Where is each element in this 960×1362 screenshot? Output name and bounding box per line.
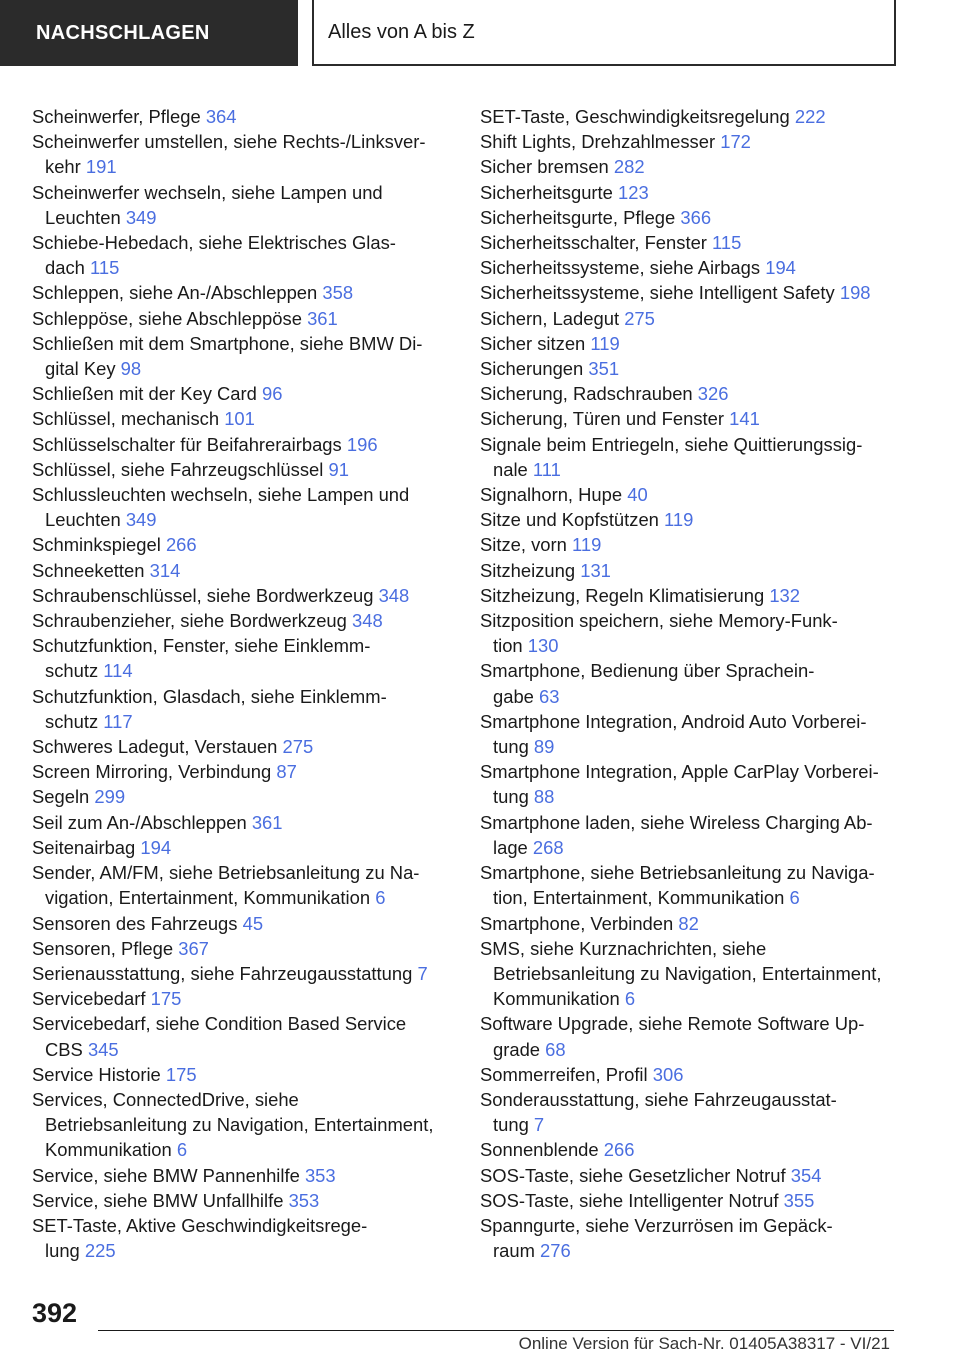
index-entry-text: SOS-Taste, siehe Gesetzlicher Notruf [480, 1164, 786, 1186]
index-entry [480, 280, 920, 305]
index-entry-text: Schließen mit dem Smartphone, siehe BMW Di- [32, 332, 423, 354]
index-entry [480, 1087, 920, 1137]
index-entry-text: schutz [45, 660, 99, 682]
page-link[interactable]: 123 [618, 181, 649, 203]
footer-version-text: Online Version für Sach-Nr. 01405A38317 - VI/21 [518, 1334, 890, 1353]
page-link[interactable]: 194 [140, 836, 172, 858]
index-entry-text: Schutzfunktion, Glasdach, siehe Einklemm- [32, 685, 387, 707]
index-entry [480, 860, 920, 910]
page-link[interactable]: 358 [322, 282, 354, 304]
index-entry-text: Schraubenzieher, siehe Bordwerkzeug [32, 610, 347, 632]
index-entry-text: Servicebedarf [32, 988, 146, 1010]
page-link[interactable]: 117 [103, 710, 133, 732]
index-entry-text: Sicher bremsen [480, 156, 609, 178]
index-entry [480, 432, 920, 482]
index-entry [480, 1062, 920, 1087]
page-link[interactable]: 353 [288, 1189, 320, 1211]
index-entry-text: Scheinwerfer, Pflege [32, 106, 201, 127]
index-entry [480, 1137, 920, 1162]
page-link[interactable]: 82 [678, 912, 699, 934]
index-entry-text: Seil zum An-/Abschleppen [32, 811, 247, 833]
page-link[interactable]: 7 [417, 962, 428, 984]
index-entry-text: Scheinwerfer umstellen, siehe Rechts-/Linksver- [32, 131, 426, 153]
page-link[interactable]: 141 [729, 408, 760, 430]
index-entry-text: Sender, AM/FM, siehe Betriebsanleitung zu Na- [32, 862, 420, 884]
page-link[interactable]: 6 [624, 988, 636, 1010]
index-entry-text: Service, siehe BMW Unfallhilfe [32, 1189, 284, 1211]
index-entry [480, 482, 920, 507]
index-entry [480, 608, 920, 658]
page-link[interactable]: 114 [103, 660, 133, 682]
index-entry-text: Smartphone, Bedienung über Sprachein- [480, 660, 815, 682]
index-entry [480, 709, 920, 759]
index-entry-text: Leuchten [45, 206, 121, 228]
page-link[interactable]: 175 [165, 1063, 197, 1085]
index-column-left [32, 104, 460, 1263]
index-entry-text: lung [45, 1240, 80, 1262]
index-entry [32, 911, 460, 936]
index-entry-text: Schneeketten [32, 559, 145, 581]
index-entry [480, 558, 920, 583]
index-entry-text: Schlüsselschalter für Beifahrerairbags [32, 433, 342, 455]
footer-version [519, 1334, 890, 1354]
index-entry [32, 961, 460, 986]
index-entry-text: Services, ConnectedDrive, siehe [32, 1088, 299, 1110]
page-link[interactable]: 7 [533, 1114, 545, 1136]
page-link[interactable]: 6 [789, 887, 800, 909]
index-entry-text: Service Historie [32, 1063, 161, 1085]
index-entry-text: tung [493, 786, 529, 808]
index-entry-text: Sicherheitssysteme, siehe Intelligent Safety [480, 282, 835, 304]
chapter-title: Alles von A bis Z [312, 0, 896, 66]
index-entry-text: Sitzposition speichern, siehe Memory-Funk- [480, 610, 838, 632]
index-entry-text: dach [45, 257, 85, 279]
footer-divider [98, 1330, 894, 1331]
index-entry [32, 129, 460, 179]
index-entry-text: Seitenairbag [32, 836, 136, 858]
index-entry-text: SET-Taste, Aktive Geschwindigkeitsrege- [32, 1214, 368, 1236]
index-entry [480, 331, 920, 356]
index-entry-text: Kommunikation [45, 1139, 172, 1161]
index-entry [32, 381, 460, 406]
index-entry-text: tung [493, 736, 529, 758]
page-link[interactable]: 361 [251, 811, 283, 833]
index-entry-text: Sonnenblende [480, 1139, 599, 1161]
page-link[interactable]: 275 [282, 736, 314, 758]
index-entry-text: SET-Taste, Geschwindigkeitsregelung [480, 106, 790, 127]
index-entry [32, 835, 460, 860]
index-entry [480, 381, 920, 406]
index-entry-text: Sensoren, Pflege [32, 937, 174, 959]
index-entry-text: Leuchten [45, 509, 121, 531]
index-entry-text: gabe [493, 685, 534, 707]
index-entry [32, 482, 460, 532]
index-entry [32, 230, 460, 280]
page-link[interactable]: 366 [680, 206, 712, 228]
index-entry-text: lage [493, 836, 528, 858]
index-entry [32, 583, 460, 608]
index-entry [480, 1213, 920, 1263]
index-entry-text: Sitzheizung [480, 559, 576, 581]
page-link[interactable]: 40 [627, 484, 648, 506]
index-entry-text: Sicherheitsgurte [480, 181, 613, 203]
index-entry [32, 1163, 460, 1188]
index-entry-text: Schlüssel, mechanisch [32, 408, 220, 430]
index-entry-text: CBS [45, 1038, 83, 1060]
index-entry [32, 860, 460, 910]
page-link[interactable]: 6 [176, 1139, 188, 1161]
index-entry [32, 1062, 460, 1087]
index-entry-text: Shift Lights, Drehzahlmesser [480, 131, 716, 153]
index-entry-text: Betriebsanleitung zu Navigation, Entertainment, [493, 962, 882, 984]
page-link[interactable]: 191 [85, 156, 117, 178]
index-entry-text: Schlussleuchten wechseln, siehe Lampen und [32, 484, 410, 506]
index-entry [32, 734, 460, 759]
index-entry-text: Sicherungen [480, 358, 584, 380]
page-link[interactable]: 345 [87, 1038, 119, 1060]
index-entry-text: Schutzfunktion, Fenster, siehe Einklemm- [32, 635, 371, 657]
index-entry-text: Sicherheitssysteme, siehe Airbags [480, 257, 761, 279]
index-entry-text: Sonderausstattung, siehe Fahrzeugausstat- [480, 1088, 837, 1110]
index-entry [32, 759, 460, 784]
page-link[interactable]: 225 [84, 1240, 116, 1262]
index-entry [480, 406, 920, 431]
index-entry [32, 558, 460, 583]
page-link[interactable]: 68 [545, 1038, 566, 1060]
index-entry-text: Servicebedarf, siehe Condition Based Service [32, 1013, 407, 1035]
page-link[interactable]: 96 [262, 383, 283, 405]
index-entry [480, 759, 920, 809]
page-link[interactable]: 88 [533, 786, 555, 808]
index-entry [32, 432, 460, 457]
index-entry-text: Sommerreifen, Profil [480, 1063, 648, 1085]
index-entry-text: Sitze, vorn [480, 534, 567, 556]
index-entry-text: Spanngurte, siehe Verzurrösen im Gepäck- [480, 1214, 833, 1236]
index-entry-text: Screen Mirroring, Verbindung [32, 761, 272, 783]
page-link[interactable]: 119 [590, 332, 620, 354]
page-link[interactable]: 276 [540, 1240, 571, 1262]
index-column-right [480, 104, 920, 1263]
index-entry-text: Schraubenschlüssel, siehe Bordwerkzeug [32, 584, 374, 606]
index-entry [32, 986, 460, 1011]
index-entry [480, 129, 920, 154]
page-link[interactable]: 364 [205, 106, 237, 127]
index-entry [480, 180, 920, 205]
index-entry-text: gital Key [45, 358, 116, 380]
page-link[interactable]: 115 [712, 232, 742, 254]
index-entry-text: Sicherheitsschalter, Fenster [480, 232, 707, 254]
index-entry-text: Schminkspiegel [32, 534, 161, 556]
page-link[interactable]: 172 [720, 131, 751, 153]
index-entry-text: Smartphone laden, siehe Wireless Charging Ab- [480, 811, 873, 833]
page-link[interactable]: 119 [572, 534, 602, 556]
page-link[interactable]: 355 [783, 1189, 815, 1211]
index-entry [480, 1188, 920, 1213]
index-entry-text: tion [493, 635, 523, 657]
index-entry [32, 1188, 460, 1213]
index-entry-text: Kommunikation [493, 988, 620, 1010]
page-link[interactable]: 349 [125, 509, 157, 531]
index-entry-text: schutz [45, 710, 99, 732]
page-link[interactable]: 196 [346, 433, 378, 455]
page-link[interactable]: 275 [624, 307, 655, 329]
page-link[interactable]: 266 [165, 534, 197, 556]
index-entry [32, 180, 460, 230]
index-entry [32, 306, 460, 331]
index-entry [32, 280, 460, 305]
index-entry [480, 104, 920, 129]
index-entry [480, 255, 920, 280]
index-entry-text: Schließen mit der Key Card [32, 383, 257, 405]
index-entry [480, 532, 920, 557]
index-entry-text: Sichern, Ladegut [480, 307, 620, 329]
index-entry-text: Smartphone Integration, Apple CarPlay Vorberei- [480, 761, 879, 783]
page-link[interactable]: 175 [150, 988, 182, 1010]
index-entry-text: Smartphone Integration, Android Auto Vorberei- [480, 710, 867, 732]
index-entry [480, 936, 920, 1012]
page-number: 392 [32, 1298, 78, 1328]
page-link[interactable]: 45 [242, 912, 264, 934]
index-entry-text: Software Upgrade, siehe Remote Software Up- [480, 1013, 865, 1035]
index-entry-text: Schleppöse, siehe Abschleppöse [32, 307, 302, 329]
page-header [0, 0, 960, 66]
index-entry [480, 306, 920, 331]
index-entry-text: Sensoren des Fahrzeugs [32, 912, 238, 934]
index-entry-text: Segeln [32, 786, 90, 808]
index-entry [480, 810, 920, 860]
page-link[interactable]: 194 [765, 257, 796, 279]
index-entry-text: tung [493, 1114, 529, 1136]
page-link[interactable]: 348 [378, 584, 410, 606]
index-entry [480, 154, 920, 179]
page-link[interactable]: 115 [90, 257, 120, 279]
page-link[interactable]: 349 [125, 206, 157, 228]
index-entry [480, 205, 920, 230]
index-entry [480, 230, 920, 255]
index-entry [32, 608, 460, 633]
index-entry [32, 784, 460, 809]
page-link[interactable]: 354 [790, 1164, 822, 1186]
page-link[interactable]: 6 [375, 887, 386, 909]
index-entry [32, 406, 460, 431]
page-link[interactable]: 306 [652, 1063, 684, 1085]
page-link[interactable]: 87 [276, 761, 297, 783]
index-entry-text: Smartphone, siehe Betriebsanleitung zu Naviga- [480, 862, 875, 884]
page-link[interactable]: 282 [613, 156, 645, 178]
index-entry [480, 1163, 920, 1188]
index-entry [32, 1011, 460, 1061]
page-link[interactable]: 367 [178, 937, 209, 959]
index-entry [480, 1011, 920, 1061]
page-link[interactable]: 348 [352, 610, 383, 632]
index-entry-text: SOS-Taste, siehe Intelligenter Notruf [480, 1189, 779, 1211]
index-entry [32, 633, 460, 683]
page-link[interactable]: 353 [304, 1164, 336, 1186]
index-entry-text: kehr [45, 156, 81, 178]
index-entry-text: raum [493, 1240, 535, 1262]
page-link[interactable]: 101 [224, 408, 255, 430]
page-link[interactable]: 361 [307, 307, 338, 329]
index-entry [32, 1087, 460, 1163]
index-entry-text: SMS, siehe Kurznachrichten, siehe [480, 937, 767, 959]
page-link[interactable]: 63 [539, 685, 560, 707]
page-link[interactable]: 198 [839, 282, 871, 304]
index-entry [480, 507, 920, 532]
index-entry-text: Sitzheizung, Regeln Klimatisierung [480, 584, 765, 606]
index-entry-text: tion, Entertainment, Kommunikation [493, 887, 785, 909]
index-entry [32, 457, 460, 482]
page-link[interactable]: 89 [533, 736, 555, 758]
index-entry [32, 936, 460, 961]
section-tab[interactable]: NACHSCHLAGEN [0, 0, 298, 66]
index-entry [32, 104, 460, 129]
index-entry-text: Schlüssel, siehe Fahrzeugschlüssel [32, 458, 324, 480]
page-link[interactable]: 268 [532, 836, 564, 858]
index-entry-text: Schweres Ladegut, Verstauen [32, 736, 278, 758]
page-link[interactable]: 351 [588, 358, 620, 380]
page-link[interactable]: 326 [697, 383, 729, 405]
index-entry [480, 658, 920, 708]
index-entry-text: Service, siehe BMW Pannenhilfe [32, 1164, 300, 1186]
index-entry-text: Smartphone, Verbinden [480, 912, 674, 934]
index-entry-text: Sicher sitzen [480, 332, 586, 354]
index-entry [480, 356, 920, 381]
index-entry-text: Signalhorn, Hupe [480, 484, 623, 506]
index-entry [32, 331, 460, 381]
index-entry [32, 1213, 460, 1263]
index-entry [32, 810, 460, 835]
page-link[interactable]: 91 [328, 458, 349, 480]
index-entry-text: Sicherung, Türen und Fenster [480, 408, 724, 430]
index-entry-text: Sicherheitsgurte, Pflege [480, 206, 676, 228]
page-link[interactable]: 98 [120, 358, 142, 380]
page-link[interactable]: 131 [580, 559, 611, 581]
index-entry-text: Sicherung, Radschrauben [480, 383, 693, 405]
index-entry-text: Signale beim Entriegeln, siehe Quittierungssig- [480, 433, 863, 455]
index-entry-text: nale [493, 458, 528, 480]
index-entry [32, 532, 460, 557]
page-link[interactable]: 132 [769, 584, 800, 606]
index-entry-text: Sitze und Kopfstützen [480, 509, 659, 531]
page-link[interactable]: 299 [94, 786, 126, 808]
page-link[interactable]: 314 [149, 559, 181, 581]
index-entry-text: Scheinwerfer wechseln, siehe Lampen und [32, 181, 383, 203]
index-entry [480, 911, 920, 936]
page-link[interactable]: 266 [603, 1139, 635, 1161]
index-entry [32, 684, 460, 734]
index-entry-text: Schleppen, siehe An-/Abschleppen [32, 282, 318, 304]
index-entry-text: Betriebsanleitung zu Navigation, Entertainment, [45, 1114, 434, 1136]
index-entry-text: Serienausstattung, siehe Fahrzeugausstattung [32, 962, 413, 984]
index-entry-text: vigation, Entertainment, Kommunikation [45, 887, 371, 909]
index-entry [480, 583, 920, 608]
page-link[interactable]: 111 [532, 458, 561, 480]
index-entry-text: grade [493, 1038, 541, 1060]
page-link[interactable]: 130 [527, 635, 559, 657]
page-link[interactable]: 119 [664, 509, 694, 531]
index-entry-text: Schiebe-Hebedach, siehe Elektrisches Glas- [32, 232, 396, 254]
page-link[interactable]: 222 [794, 106, 826, 127]
